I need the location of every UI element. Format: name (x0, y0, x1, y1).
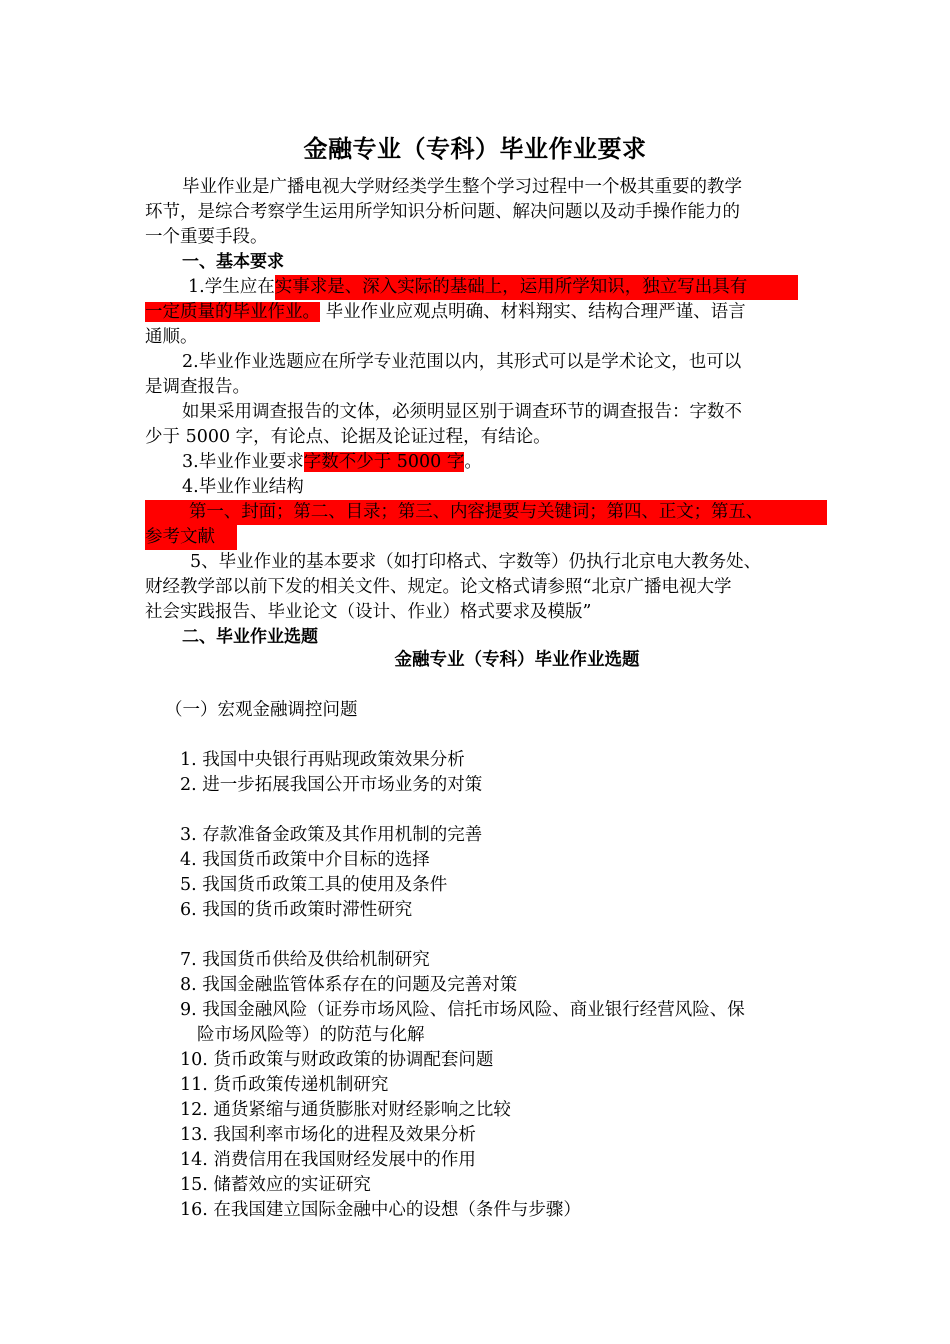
topic-item: 6. 我国的货币政策时滞性研究 (180, 900, 413, 920)
section-heading-topics: 二、毕业作业选题 (182, 627, 318, 647)
section-heading-basic-requirements: 一、基本要求 (182, 252, 284, 272)
requirement-2-line-2: 是调查报告。 (145, 377, 250, 397)
requirement-4-structure-line-1 (145, 500, 827, 525)
page-title: 金融专业（专科）毕业作业要求 (303, 135, 647, 163)
topic-item: 9. 我国金融风险（证券市场风险、信托市场风险、商业银行经营风险、保 (180, 1000, 745, 1020)
topic-item: 12. 通货紧缩与通货膨胀对财经影响之比较 (180, 1100, 511, 1120)
topic-item: 4. 我国货币政策中介目标的选择 (180, 850, 430, 870)
requirement-1-line-2 (145, 300, 746, 325)
topic-item: 3. 存款准备金政策及其作用机制的完善 (180, 825, 483, 845)
requirement-1-line-3: 通顺。 (145, 327, 198, 347)
requirement-1-prefix: 1.学生应在 (188, 277, 275, 297)
report-note-line-2: 少于 5000 字，有论点、论据及论证过程，有结论。 (145, 427, 551, 447)
intro-line-1: 毕业作业是广播电视大学财经类学生整个学习过程中一个极其重要的教学 (182, 177, 742, 197)
topic-item: 16. 在我国建立国际金融中心的设想（条件与步骤） (180, 1200, 581, 1220)
intro-line-2: 环节，是综合考察学生运用所学知识分析问题、解决问题以及动手操作能力的 (145, 202, 740, 222)
highlight-zi: 字 (446, 452, 465, 472)
highlight-5000: 5000 (396, 452, 442, 472)
topic-item: 14. 消费信用在我国财经发展中的作用 (180, 1150, 476, 1170)
requirement-3 (182, 450, 482, 475)
highlight-structure-a: 第一、封面；第二、目录；第三、内容提要与关键词；第四、正文；第五、 (145, 500, 827, 525)
requirement-4-label: 4.毕业作业结构 (182, 477, 304, 497)
requirement-1-suffix: 毕业作业应观点明确、材料翔实、结构合理严谨、语言 (325, 302, 746, 322)
topics-subtitle: 金融专业（专科）毕业作业选题 (394, 650, 640, 670)
requirement-3-prefix: 3.毕业作业要求 (182, 452, 304, 472)
topic-item: 8. 我国金融监管体系存在的问题及完善对策 (180, 975, 518, 995)
topic-item: 5. 我国货币政策工具的使用及条件 (180, 875, 448, 895)
requirement-5-line-2: 财经教学部以前下发的相关文件、规定。论文格式请参照“北京广播电视大学 (145, 577, 732, 597)
topic-item-continuation: 险市场风险等）的防范与化解 (197, 1025, 425, 1045)
requirement-1-line-1 (188, 275, 798, 300)
topic-category-macro-finance: （一）宏观金融调控问题 (165, 700, 358, 720)
highlight-requirement-1a: 实事求是、深入实际的基础上，运用所学知识，独立写出具有 (275, 275, 798, 300)
topic-item: 7. 我国货币供给及供给机制研究 (180, 950, 430, 970)
topic-item: 13. 我国利率市场化的进程及效果分析 (180, 1125, 476, 1145)
requirement-4-structure-line-2 (145, 525, 237, 550)
highlight-word-count: 字数不少于 (303, 452, 392, 472)
report-note-line-1: 如果采用调查报告的文体，必须明显区别于调查环节的调查报告：字数不 (182, 402, 742, 422)
topic-item: 11. 货币政策传递机制研究 (180, 1075, 389, 1095)
highlight-requirement-3 (304, 452, 465, 472)
requirement-5-line-1: 5、毕业作业的基本要求（如打印格式、字数等）仍执行北京电大教务处、 (190, 552, 762, 572)
topic-item: 10. 货币政策与财政政策的协调配套问题 (180, 1050, 494, 1070)
requirement-3-suffix: 。 (464, 452, 482, 472)
highlight-requirement-1b: 一定质量的毕业作业。 (145, 302, 320, 322)
requirement-5-line-3: 社会实践报告、毕业论文（设计、作业）格式要求及模版” (145, 602, 592, 622)
requirement-2-line-1: 2.毕业作业选题应在所学专业范围以内，其形式可以是学术论文，也可以 (182, 352, 742, 372)
highlight-structure-b: 参考文献 (145, 525, 237, 550)
topic-item: 2. 进一步拓展我国公开市场业务的对策 (180, 775, 483, 795)
intro-line-3: 一个重要手段。 (145, 227, 268, 247)
topic-item: 15. 储蓄效应的实证研究 (180, 1175, 371, 1195)
topic-item: 1. 我国中央银行再贴现政策效果分析 (180, 750, 465, 770)
